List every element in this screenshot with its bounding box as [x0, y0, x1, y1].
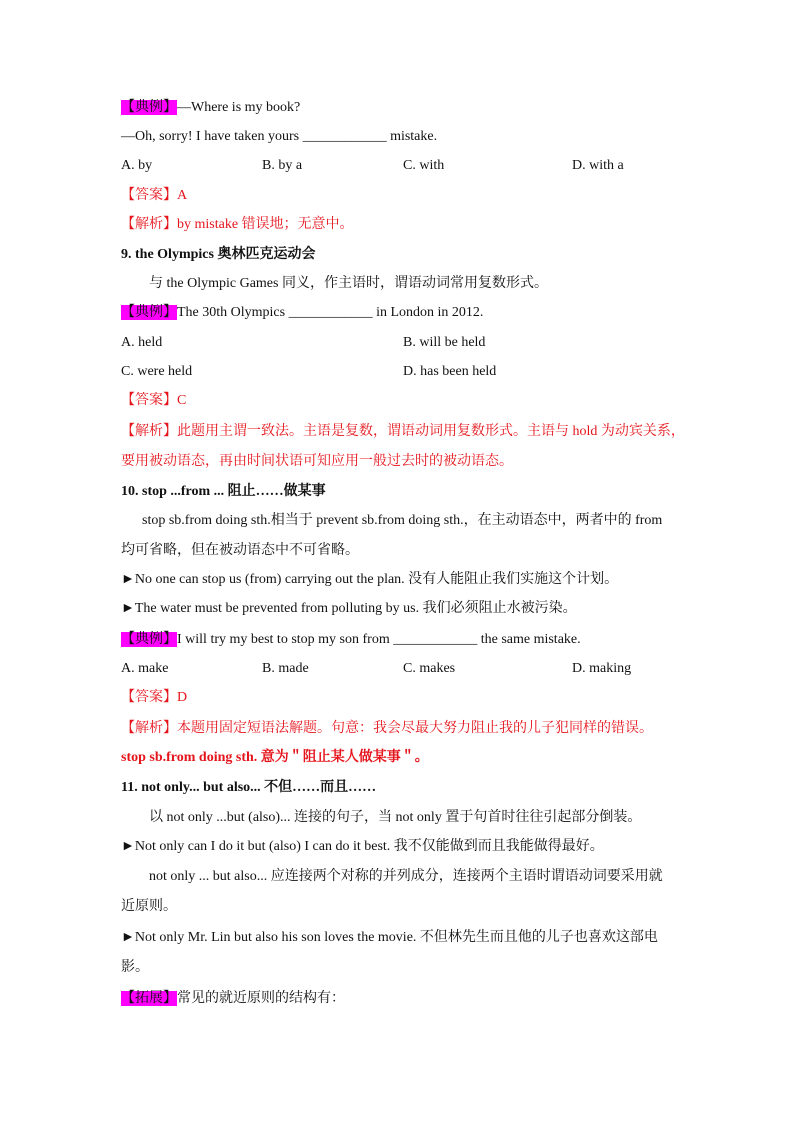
option-a: A. by [121, 158, 153, 173]
option-d: D. has been held [403, 364, 497, 379]
section-description: 与 the Olympic Games 同义，作主语时，谓语动词常用复数形式。 [149, 276, 548, 291]
section-heading: 9. the Olympics 奥林匹克运动会 [121, 247, 316, 262]
question-text: —Where is my book? [177, 100, 301, 115]
option-c: C. were held [121, 364, 193, 379]
answer-line: 【答案】C [121, 393, 187, 408]
example-tag: 【典例】 [121, 305, 177, 320]
extension-tag: 【拓展】 [121, 991, 177, 1006]
option-b: B. by a [262, 158, 303, 173]
section-description: 近原则。 [121, 899, 177, 914]
option-c: C. makes [403, 661, 456, 676]
section-description: not only ... but also... 应连接两个对称的并列成分，连接两个主语时谓语动词要采用就 [149, 869, 663, 884]
answer-line: 【答案】D [121, 690, 188, 705]
answer-line: 【答案】A [121, 188, 188, 203]
example-question-line [121, 98, 300, 118]
analysis-line: 【解析】此题用主谓一致法。主语是复数，谓语动词用复数形式。主语与 hold 为动宾关系， [121, 424, 685, 439]
extension-line [121, 989, 345, 1009]
example-question-line [121, 303, 483, 323]
question-text: —Oh, sorry! I have taken yours ____________ mistake. [121, 129, 438, 144]
option-b: B. will be held [403, 335, 486, 350]
section-heading: 10. stop ...from ... 阻止……做某事 [121, 484, 326, 499]
example-sentence: ►No one can stop us (from) carrying out the plan. 没有人能阻止我们实施这个计划。 [121, 572, 619, 587]
example-sentence: 影。 [121, 960, 149, 975]
section-heading: 11. not only... but also... 不但……而且…… [121, 780, 377, 795]
section-description: 均可省略，但在被动语态中不可省略。 [121, 543, 359, 558]
example-question-line [121, 630, 581, 650]
option-a: A. held [121, 335, 163, 350]
option-b: B. made [262, 661, 309, 676]
analysis-line: 【解析】本题用固定短语法解题。句意：我会尽最大努力阻止我的儿子犯同样的错误。 [121, 721, 653, 736]
question-text: I will try my best to stop my son from ____________ the same mistake. [177, 632, 581, 647]
section-description: 以 not only ...but (also)... 连接的句子，当 not only 置于句首时往往引起部分倒装。 [149, 810, 642, 825]
example-sentence: ►Not only Mr. Lin but also his son loves the movie. 不但林先生而且他的儿子也喜欢这部电 [121, 930, 658, 945]
option-c: C. with [403, 158, 445, 173]
analysis-line: 【解析】by mistake 错误地；无意中。 [121, 217, 354, 232]
option-d: D. with a [572, 158, 624, 173]
question-text: The 30th Olympics ____________ in London in 2012. [177, 305, 484, 320]
analysis-line: 要用被动语态，再由时间状语可知应用一般过去时的被动语态。 [121, 454, 513, 469]
extension-text: 常见的就近原则的结构有： [177, 991, 345, 1006]
example-sentence: ►Not only can I do it but (also) I can do it best. 我不仅能做到而且我能做得最好。 [121, 839, 604, 854]
option-a: A. make [121, 661, 169, 676]
example-tag: 【典例】 [121, 100, 177, 115]
example-sentence: ►The water must be prevented from polluting by us. 我们必须阻止水被污染。 [121, 601, 577, 616]
example-tag: 【典例】 [121, 632, 177, 647]
analysis-line: stop sb.from doing sth. 意为＂阻止某人做某事＂。 [121, 750, 429, 765]
section-description: stop sb.from doing sth.相当于 prevent sb.from doing sth.，在主动语态中，两者中的 from [142, 513, 663, 528]
option-d: D. making [572, 661, 632, 676]
